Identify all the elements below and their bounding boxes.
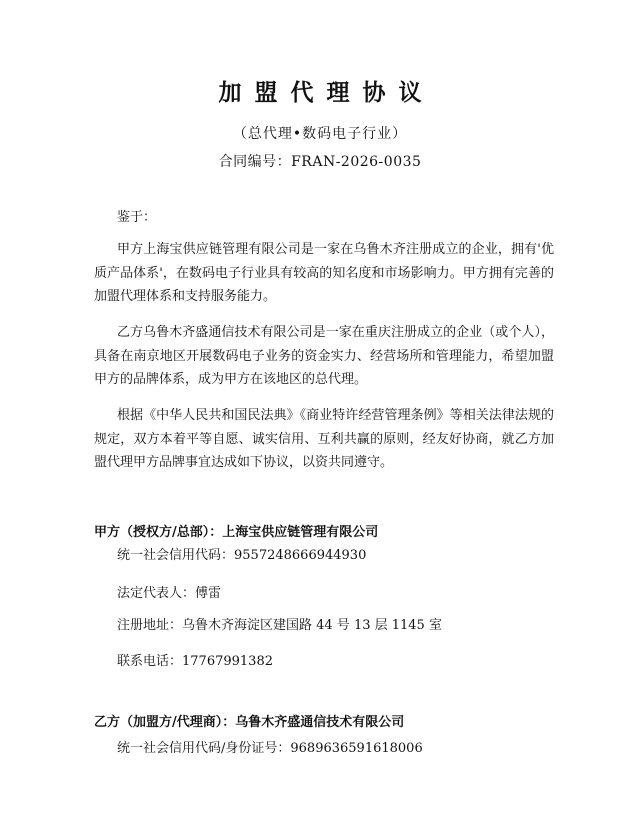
party-a-credit-code: 统一社会信用代码：9557248666944930: [117, 548, 367, 563]
whereas-label: 鉴于：: [117, 210, 157, 225]
party-a-phone: 联系电话：17767991382: [117, 654, 273, 669]
paragraph-legal-basis: 根据《中华人民共和国民法典》《商业特许经营管理条例》等相关法律法规的规定，双方本着平等自愿、诚实信用、互利共赢的原则，经友好协商，就乙方加盟代理甲方品牌事宜达成如下协议，以资共同遵守。: [94, 408, 554, 470]
party-a-address: 注册地址：乌鲁木齐海淀区建国路 44 号 13 层 1145 室: [117, 618, 442, 633]
document-title: 加盟代理协议: [218, 80, 435, 106]
party-b-credit-code: 统一社会信用代码/身份证号：9689636591618006: [117, 741, 423, 756]
document-subtitle: （总代理•数码电子行业）: [232, 126, 408, 142]
paragraph-party-b-intro: 乙方乌鲁木齐盛通信技术有限公司是一家在重庆注册成立的企业（或个人），具备在南京地区开展数码电子业务的资金实力、经营场所和管理能力，希望加盟甲方的品牌体系，成为甲方在该地区的总代理。: [94, 325, 554, 387]
party-a-heading: 甲方（授权方/总部）：上海宝供应链管理有限公司: [94, 525, 379, 540]
party-b-heading: 乙方（加盟方/代理商）：乌鲁木齐盛通信技术有限公司: [94, 715, 405, 730]
party-a-legal-rep: 法定代表人：傅雷: [117, 586, 222, 601]
paragraph-party-a-intro: 甲方上海宝供应链管理有限公司是一家在乌鲁木齐注册成立的企业，拥有'优质产品体系'，在数码电子行业具有较高的知名度和市场影响力。甲方拥有完善的加盟代理体系和支持服务能力。: [94, 242, 554, 304]
contract-number: 合同编号：FRAN-2026-0035: [218, 154, 422, 170]
